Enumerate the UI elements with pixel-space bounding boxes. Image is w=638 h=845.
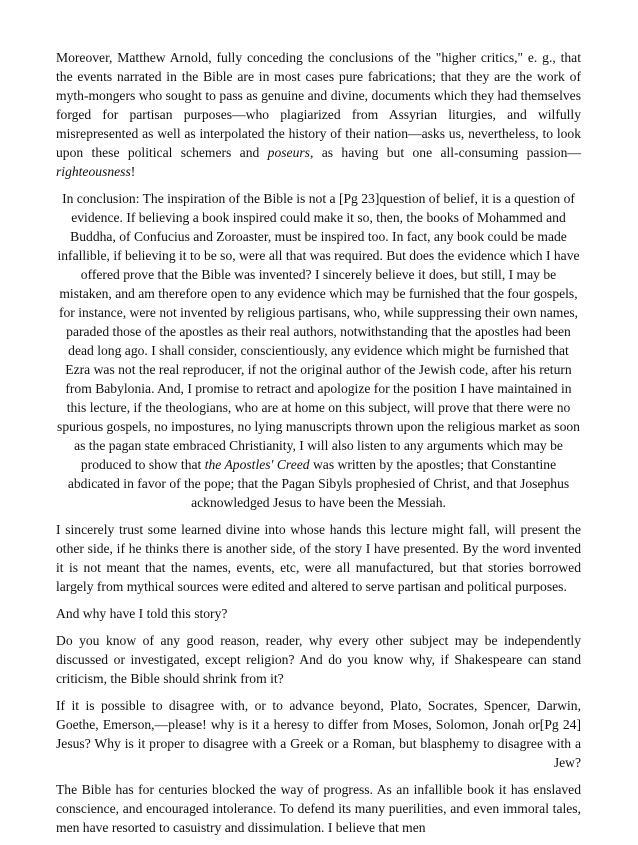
paragraph-text: , as having but one all-consuming passion— (309, 145, 581, 160)
paragraph-progress: The Bible has for centuries blocked the way of progress. As an infallible book it has enslaved conscience, and encouraged intolerance. To defend its many puerilities, and even immoral tales, men have resorted to casuistry and dissimulation. I believe that men (56, 782, 581, 835)
paragraph-text: ! (130, 164, 136, 179)
paragraph-disagree: If it is possible to disagree with, or to advance beyond, Plato, Socrates, Spencer, Darwin, Goethe, Emerson,—please! why is it a heresy to differ from Moses, Solomon, Jonah or[Pg 24] Jesus? Why is it proper to disagree with a Greek or a Roman, but blasphemy to disagree with a Jew? (56, 698, 581, 770)
paragraph-good-reason: Do you know of any good reason, reader, why every other subject may be independently discussed or investigated, except religion? And do you know why, if Shakespeare can stand criticism, the Bible should shrink from it? (56, 633, 581, 686)
paragraph-sincerely-trust: I sincerely trust some learned divine into whose hands this lecture might fall, will present the other side, if he thinks there is another side, of the story I have presented. By the word invented it is not meant that the names, events, etc, were all manufactured, but that stories borrowed largely from mythical sources were edited and altered to serve partisan and political purposes. (56, 522, 581, 594)
paragraph-text: Moreover, Matthew Arnold, fully conceding the conclusions of the "higher critics," e. g., that the events narrated in the Bible are in most cases pure fabrications; that they are the work of myth-mongers who sought to pass as genuine and divine, documents which they had themselves forged for partisan purposes—who plagiarized from Assyrian liturgies, and wilfully misrepresented as well as interpolated the history of their nation—asks us, nevertheless, to look upon these political schemers and (56, 50, 581, 160)
paragraph-arnold (56, 48, 581, 181)
paragraph-text: was written by the apostles; that Constantine abdicated in favor of the pope; that the Pagan Sibyls prophesied of Christ, and that Josephus acknowledged Jesus to have been the Messiah. (67, 457, 570, 510)
paragraph-text: In conclusion: The inspiration of the Bible is not a [Pg 23]question of belief, it is a question of evidence. If believing a book inspired could make it so, then, the books of Mohammed and Buddha, of Confucius and Zoroaster, must be inspired too. In fact, any book could be made infallible, if believing it to be so, were all that was required. But does the evidence which I have offered prove that the Bible was invented? I sincerely believe it does, but still, I may be mistaken, and am therefore open to any evidence which may be furnished that the four gospels, for instance, were not invented by religious partisans, who, while suppressing their own names, paraded those of the apostles as their real authors, notwithstanding that the apostles had been dead long ago. I shall consider, conscientiously, any evidence which might be furnished that Ezra was not the real reproducer, if not the original author of the Jewish code, after his return from Babylonia. And, I promise to retract and apologize for the position I have maintained in this lecture, if the theologians, who are at home on this subject, will prove that there were no spurious gospels, no impostures, no lying manuscripts thrown upon the religious market as soon as the pagan state embraced Christianity, I will also listen to any arguments which may be produced to show that (57, 191, 580, 472)
paragraph-why-told: And why have I told this story? (56, 606, 228, 621)
emphasis-righteousness: righteousness (56, 164, 131, 179)
emphasis-apostles-creed: the Apostles' Creed (204, 457, 310, 472)
emphasis-poseurs: poseurs (267, 145, 310, 160)
document-page (56, 48, 581, 845)
paragraph-conclusion (56, 189, 581, 512)
